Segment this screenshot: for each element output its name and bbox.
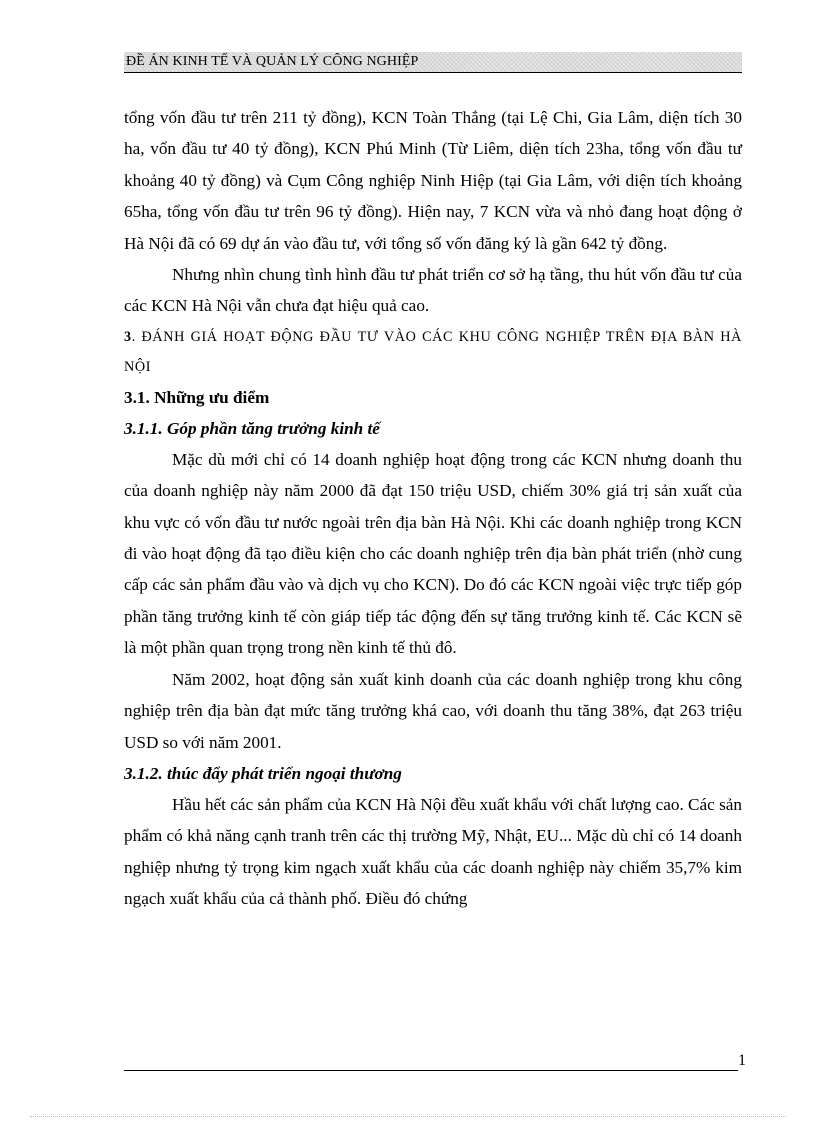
subsubsection-heading: 3.1.2. thúc đẩy phát triển ngoại thương	[124, 763, 402, 783]
page-number: 1	[738, 1052, 746, 1069]
paragraph: Hầu hết các sản phẩm của KCN Hà Nội đều xuất khẩu với chất lượng cao. Các sản phẩm có khả năng cạnh tranh trên các thị trường Mỹ, Nhật, EU... Mặc dù chỉ có 14 doanh nghiệp nhưng tỷ trọng kim ngạch xuất khẩu của các doanh nghiệp này chiếm 35,7% kim ngạch xuất khẩu của cả thành phố. Điều đó chứng	[124, 794, 742, 909]
page-edge-divider	[30, 1116, 786, 1117]
page-header	[124, 52, 742, 73]
paragraph: Nhưng nhìn chung tình hình đầu tư phát triển cơ sở hạ tầng, thu hút vốn đầu tư của các KCN Hà Nội vẫn chưa đạt hiệu quả cao.	[124, 265, 742, 316]
section-heading	[124, 322, 742, 382]
subsubsection-heading: 3.1.1. Góp phần tăng trưởng kinh tế	[124, 418, 380, 438]
subsection-heading: 3.1. Những ưu điểm	[124, 387, 270, 407]
section-number: 3	[124, 328, 132, 345]
paragraph: Năm 2002, hoạt động sản xuất kinh doanh của các doanh nghiệp trong khu công nghiệp trên địa bàn đạt mức tăng trưởng khá cao, với doanh thu tăng 38%, đạt 263 triệu USD so với năm 2001.	[124, 669, 742, 752]
header-title: ĐỀ ÁN KINH TẾ VÀ QUẢN LÝ CÔNG NGHIỆP	[126, 54, 419, 69]
footer-rule	[124, 1070, 738, 1071]
paragraph: Mặc dù mới chỉ có 14 doanh nghiệp hoạt động trong các KCN nhưng doanh thu của doanh nghiệp này năm 2000 đã đạt 150 triệu USD, chiếm 30% giá trị sản xuất của khu vực có vốn đầu tư nước ngoài trên địa bàn Hà Nội. Khi các doanh nghiệp trong KCN đi vào hoạt động đã tạo điều kiện cho các doanh nghiệp trên địa bàn phát triển (nhờ cung cấp các sản phẩm đầu vào và dịch vụ cho KCN). Do đó các KCN ngoài việc trực tiếp góp phần tăng trưởng kinh tế còn giáp tiếp tác động đến sự tăng trưởng kinh tế. Các KCN sẽ là một phần quan trọng trong nền kinh tế thủ đô.	[124, 449, 742, 658]
section-title: . ĐÁNH GIÁ HOẠT ĐỘNG ĐẦU TƯ VÀO CÁC KHU CÔNG NGHIỆP TRÊN ĐỊA BÀN HÀ NỘI	[124, 328, 742, 375]
document-body	[124, 102, 742, 915]
paragraph-continued: tổng vốn đầu tư trên 211 tỷ đồng), KCN Toàn Thắng (tại Lệ Chi, Gia Lâm, diện tích 30 ha, vốn đầu tư 40 tỷ đồng), KCN Phú Minh (Từ Liêm, diện tích 23ha, tổng vốn đầu tư khoảng 40 tỷ đồng) và Cụm Công nghiệp Ninh Hiệp (tại Gia Lâm, với diện tích khoảng 65ha, tổng vốn đầu tư trên 96 tỷ đồng). Hiện nay, 7 KCN vừa và nhỏ đang hoạt động ở Hà Nội đã có 69 dự án vào đầu tư, với tổng số vốn đăng ký là gần 642 tỷ đồng.	[124, 108, 742, 253]
